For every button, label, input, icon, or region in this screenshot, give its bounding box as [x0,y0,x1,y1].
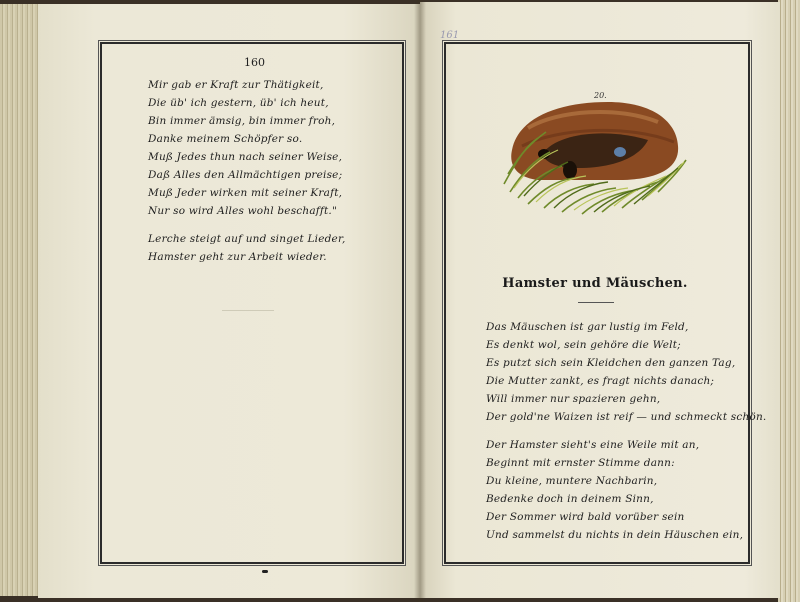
verse-line: Du kleine, muntere Nachbarin, [486,475,658,487]
verse-line: Hamster geht zur Arbeit wieder. [148,251,327,263]
verse-line: Muß Jedes thun nach seiner Weise, [148,151,343,163]
right-page-number: 161 [440,30,460,41]
show-through-rule [222,310,274,311]
verse-line: Lerche steigt auf und singet Lieder, [148,233,346,245]
verse-line: Daß Alles den Allmächtigen preise; [148,169,343,181]
verse-line: Der Sommer wird bald vorüber sein [486,511,685,523]
verse-line: Bedenke doch in deinem Sinn, [486,493,654,505]
verse-line: Die üb' ich gestern, üb' ich heut, [148,97,329,109]
verse-line: Der Hamster sieht's eine Weile mit an, [486,439,700,451]
verse-line: Muß Jeder wirken mit seiner Kraft, [148,187,343,199]
verse-line: Und sammelst du nichts in dein Häuschen ein, [486,529,744,541]
left-stanza-1 [148,76,342,220]
right-stanza-1 [486,318,766,426]
poem-title: Hamster und Mäuschen. [502,276,688,291]
verse-line: Die Mutter zankt, es fragt nichts danach; [486,375,715,387]
right-stanza-2 [486,436,743,544]
verse-line: Mir gab er Kraft zur Thätigkeit, [148,79,324,91]
verse-line: Das Mäuschen ist gar lustig im Feld, [486,321,689,333]
verse-line: Es denkt wol, sein gehöre die Welt; [486,339,681,351]
verse-line: Nur so wird Alles wohl beschafft." [148,205,337,217]
left-stanza-2 [148,230,346,266]
hamster-burrow-illustration [498,88,688,220]
verse-line: Beginnt mit ernster Stimme dann: [486,457,675,469]
verse-line: Bin immer ämsig, bin immer froh, [148,115,336,127]
verse-line: Der gold'ne Waizen ist reif — und schmeckt schön. [486,411,767,423]
book-gutter [414,0,426,602]
left-page-edges [0,4,40,596]
right-page-edges [778,0,800,602]
verse-line: Danke meinem Schöpfer so. [148,133,303,145]
verse-line: Will immer nur spazieren gehn, [486,393,661,405]
verse-line: Es putzt sich sein Kleidchen den ganzen Tag, [486,357,736,369]
illustration-number: 20. [594,91,607,100]
bottom-printer-mark [262,570,268,573]
left-page-number: 160 [244,56,265,69]
title-divider [578,302,614,303]
